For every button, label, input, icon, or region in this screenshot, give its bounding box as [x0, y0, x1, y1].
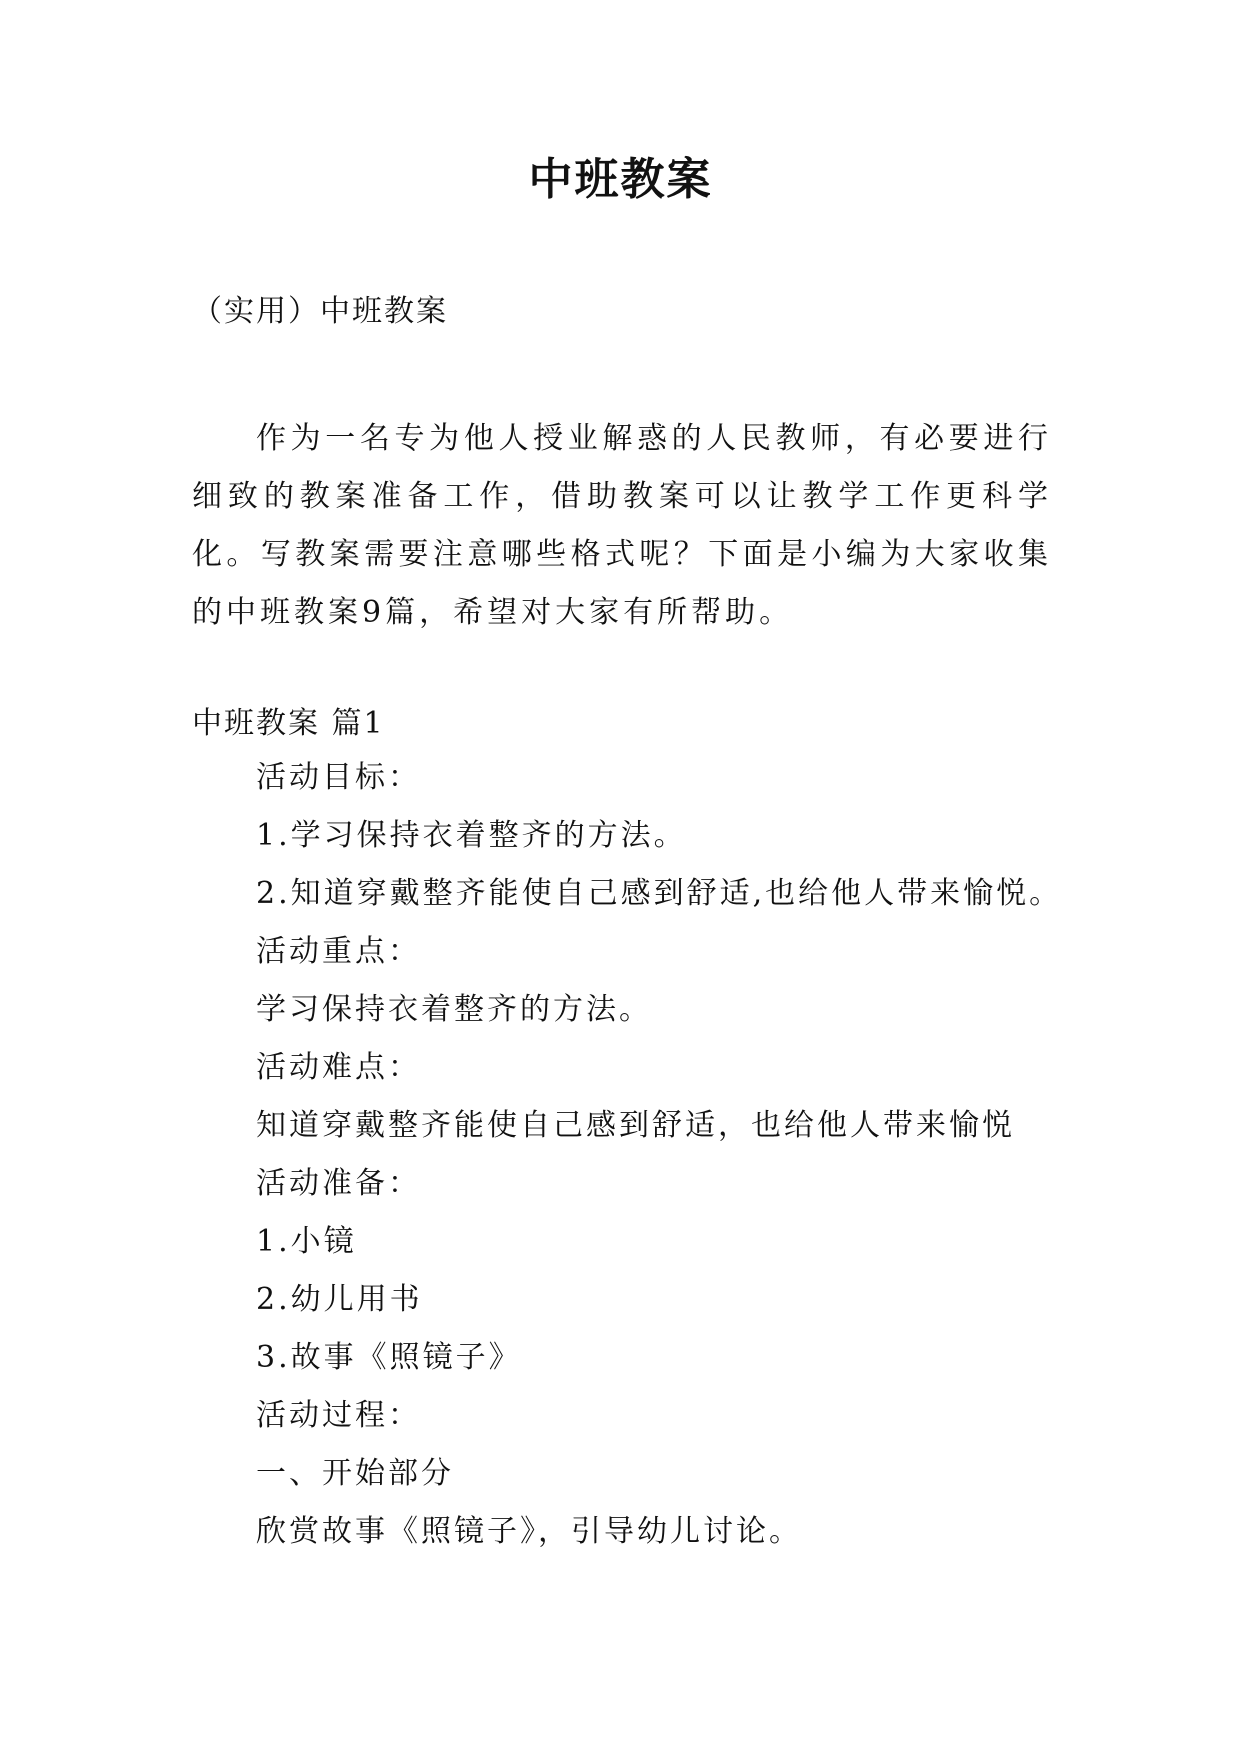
- text-line: 活动过程：: [256, 1398, 421, 1433]
- lesson-content: [256, 758, 1063, 1570]
- text-line: 知道穿戴整齐能使自己感到舒适，也给他人带来愉悦: [256, 1108, 1015, 1143]
- text-line: 活动难点：: [256, 1050, 421, 1085]
- text-line: 活动准备：: [256, 1166, 421, 1201]
- text-line: 2.幼儿用书: [256, 1282, 423, 1317]
- text-line: 2.知道穿戴整齐能使自己感到舒适,也给他人带来愉悦。: [256, 876, 1063, 911]
- text-line: 3.故事《照镜子》: [256, 1340, 522, 1375]
- text-line: 1.小镜: [256, 1224, 357, 1259]
- text-line: 学习保持衣着整齐的方法。: [256, 992, 652, 1027]
- text-line: 欣赏故事《照镜子》，引导幼儿讨论。: [256, 1514, 802, 1549]
- text-line: 活动目标：: [256, 760, 421, 795]
- section-heading: 中班教案 篇1: [192, 706, 385, 741]
- intro-paragraph: 作为一名专为他人授业解惑的人民教师，有必要进行细致的教案准备工作，借助教案可以让教学工作更科学化。写教案需要注意哪些格式呢？下面是小编为大家收集的中班教案9篇，希望对大家有所帮助。: [192, 421, 1052, 630]
- page-title: 中班教案: [528, 154, 713, 205]
- text-line: 1.学习保持衣着整齐的方法。: [256, 818, 687, 853]
- text-line: 一、开始部分: [256, 1456, 454, 1491]
- subtitle: （实用）中班教案: [192, 294, 448, 329]
- text-line: 活动重点：: [256, 934, 421, 969]
